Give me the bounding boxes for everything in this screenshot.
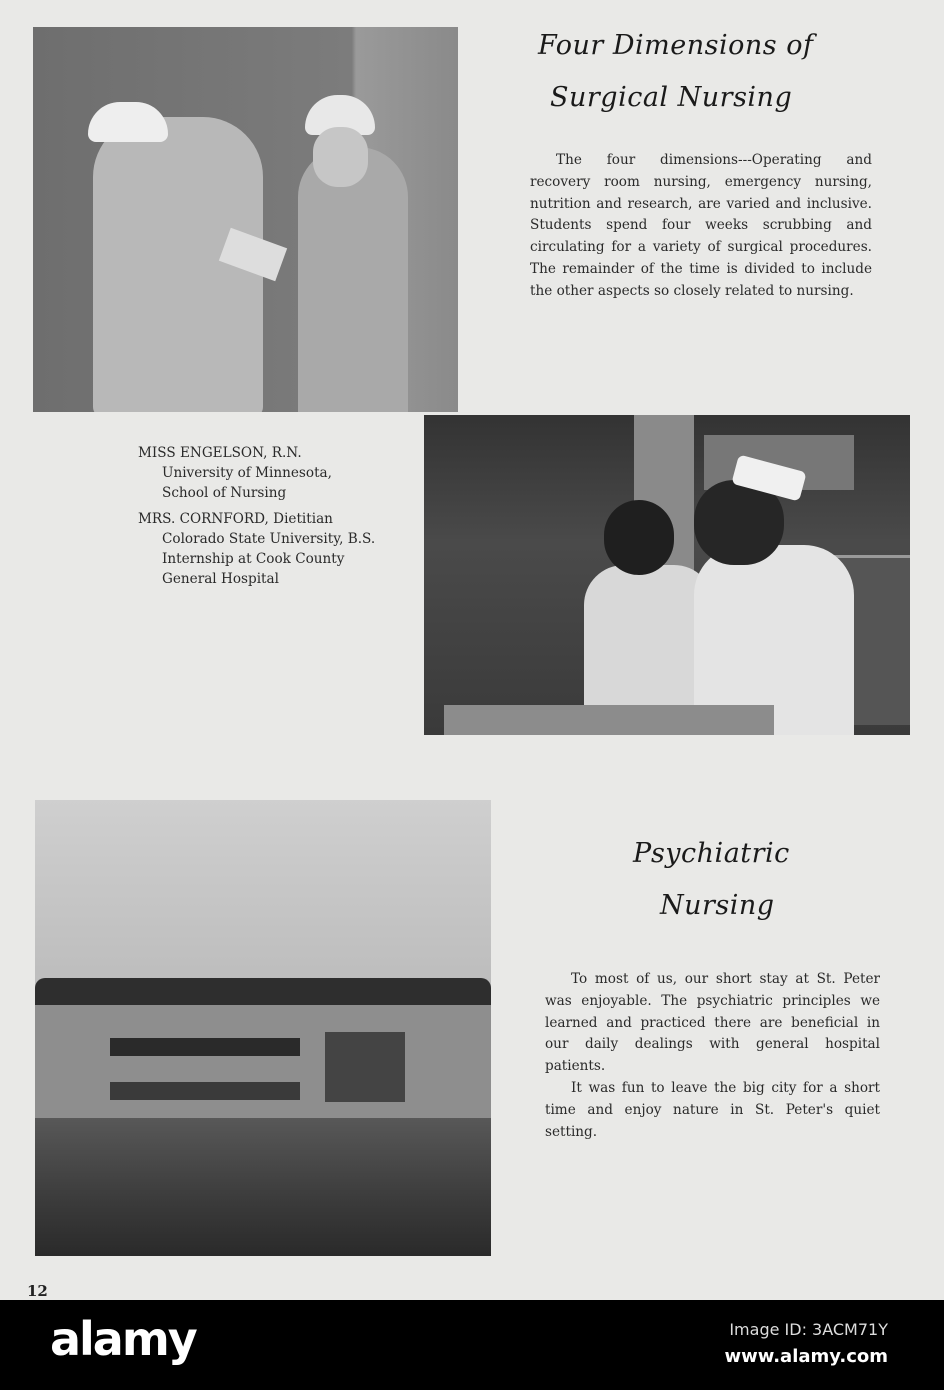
section2-paragraphs	[545, 969, 880, 1143]
section1-paragraph	[530, 150, 872, 303]
section2-paragraph: To most of us, our short stay at St. Peter was enjoyable. The psychiatric principles we learned and practiced there are beneficial in our daily dealings with general hospital patients.	[545, 971, 880, 1075]
caption-line: University of Minnesota,	[162, 465, 332, 481]
caption-line: Colorado State University, B.S.	[162, 531, 376, 547]
photo-surgical-nurses	[33, 27, 458, 412]
image-id: Image ID: 3ACM71Y	[729, 1320, 888, 1339]
photo-kitchen-dietitian	[424, 415, 910, 735]
section2-title-line1: Psychiatric	[633, 838, 790, 869]
section1-paragraph-text: The four dimensions---Operating and recovery room nursing, emergency nursing, nutrition and research, are varied and inclusive. Students spend four weeks scrubbing and circulating for a variety of surgical procedures. The remainder of the time is divided to include the other aspects so closely related to nursing.	[530, 152, 872, 299]
faculty-captions	[138, 443, 418, 589]
photo-st-peter-building	[35, 800, 491, 1256]
section2-paragraph: It was fun to leave the big city for a short time and enjoy nature in St. Peter's quiet setting.	[545, 1079, 880, 1140]
alamy-logo: alamy	[50, 1312, 196, 1366]
caption-line: School of Nursing	[162, 485, 287, 501]
alamy-url: www.alamy.com	[724, 1346, 888, 1367]
caption-line: General Hospital	[162, 571, 279, 587]
watermark-banner	[0, 1300, 944, 1390]
caption-name: MISS ENGELSON, R.N.	[138, 445, 302, 461]
section1-title-line2: Surgical Nursing	[550, 82, 793, 113]
caption-line: Internship at Cook County	[162, 551, 345, 567]
section1-title-line1: Four Dimensions of	[538, 30, 814, 61]
page-number: 12	[27, 1282, 48, 1300]
caption-name: MRS. CORNFORD, Dietitian	[138, 511, 333, 527]
section2-title-line2: Nursing	[660, 890, 775, 921]
